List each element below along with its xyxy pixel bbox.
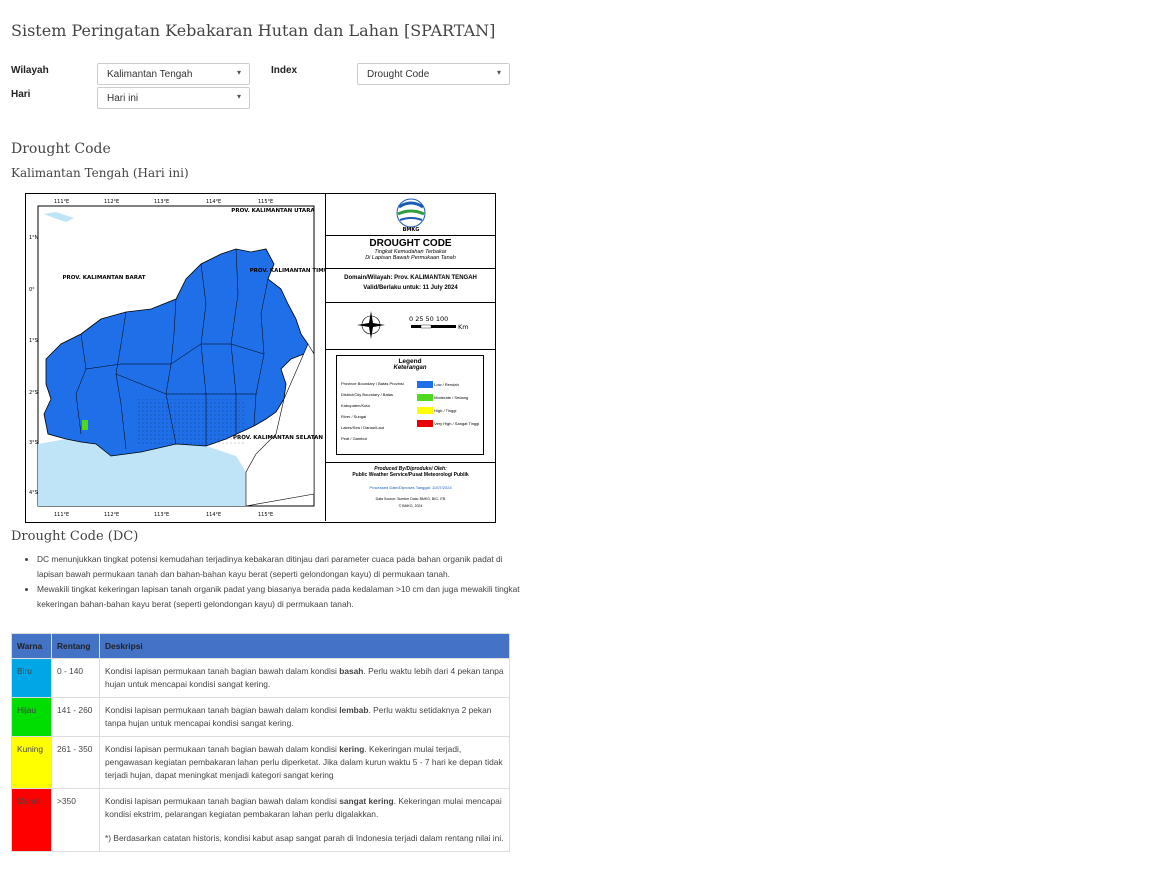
wilayah-select-value: Kalimantan Tengah: [107, 69, 193, 80]
compass-icon: [357, 311, 385, 339]
dc-bullet-list: [23, 552, 523, 612]
map-title-panel: [326, 236, 495, 269]
map-title: DROUGHT CODE: [369, 238, 452, 249]
legend-swatch: [417, 407, 433, 414]
dc-heading: Drought Code (DC): [11, 529, 139, 544]
column-header: Warna: [12, 634, 52, 659]
table-header-row: [12, 634, 510, 659]
hari-select-value: Hari ini: [107, 93, 139, 104]
bmkg-logo-icon: [391, 197, 431, 233]
tick-label: 114°E: [206, 512, 222, 518]
legend-item: Low / Rendah: [417, 378, 481, 391]
drought-code-map: [25, 193, 496, 523]
index-select-value: Drought Code: [367, 69, 430, 80]
tick-label: 115°E: [258, 512, 274, 518]
province-label: PROV. KALIMANTAN TIMUR: [249, 268, 325, 274]
map-legend-panel: [326, 350, 495, 463]
map-legend-column: [326, 194, 495, 521]
scale-unit: Km: [457, 323, 469, 331]
legend-swatch: [417, 394, 433, 401]
tick-label: 1°S: [29, 338, 38, 344]
color-cell: Kuning: [12, 737, 52, 789]
legend-swatch: [417, 381, 433, 388]
legend-item: District/City Boundary / Batas Kabupaten/Kota: [341, 392, 394, 408]
tick-label: 114°E: [206, 199, 222, 205]
map-scale-panel: [326, 303, 495, 350]
tick-label: 111°E: [54, 512, 70, 518]
produced-by: Produced By/Diproduksi Oleh:: [374, 466, 447, 472]
svg-text:BMKG: BMKG: [402, 227, 419, 233]
data-source: Data Source: Sumber Data: BMKG, BIG, ITB: [375, 497, 446, 501]
table-row: [12, 737, 510, 789]
processed-date: Processed Date/Diproses Tanggal: 11/07/2024: [369, 485, 452, 490]
map-frame: [26, 194, 326, 521]
color-cell: Hijau: [12, 698, 52, 737]
chevron-down-icon: ▾: [236, 92, 241, 101]
legend-item: High / Tinggi: [417, 404, 481, 417]
historical-note: *) Berdasarkan catatan historis, kondisi kabut asap sangat parah di Indonesia terjadi dalam rentang nilai ini.: [105, 833, 504, 843]
list-item: • DC menunjukkan tingkat potensi kemudahan terjadinya kebakaran ditinjau dari parameter cuaca pada bahan organik padat di lapisan bawah permukaan tanah dan bahan-bahan kayu berat (seperti gelondongan kayu) di permukaan tanah.: [37, 552, 523, 582]
dc-table: [11, 633, 510, 852]
hari-select[interactable]: [97, 87, 250, 109]
legend-right-items: [417, 378, 481, 430]
description-cell: Kondisi lapisan permukaan tanah bagian bawah dalam kondisi basah. Perlu waktu lebih dari 4 pekan tanpa hujan untuk mencapai kondisi sangat kering.: [100, 659, 510, 698]
province-label: PROV. KALIMANTAN UTARA: [231, 208, 315, 214]
scale-numbers: 0 25 50 100: [408, 315, 448, 323]
tick-label: 111°E: [54, 199, 70, 205]
producer: Public Weather Service/Pusat Meteorologi Publik: [352, 472, 469, 478]
tick-label: 3°S: [29, 440, 38, 446]
logo-panel: [326, 194, 495, 236]
legend-subtitle: Keterangan: [393, 365, 427, 371]
tick-label: 113°E: [154, 199, 170, 205]
tick-label: 0°: [29, 287, 35, 293]
legend-item: Province Boundary / Batas Provinsi: [341, 381, 404, 386]
range-cell: 261 - 350: [52, 737, 100, 789]
color-cell: Biru: [12, 659, 52, 698]
wilayah-select[interactable]: [97, 63, 250, 85]
chevron-down-icon: ▾: [496, 68, 501, 77]
left-ticks: [29, 235, 39, 496]
tick-label: 112°E: [104, 512, 120, 518]
index-label: Index: [271, 65, 298, 76]
legend-item: Lakes/Sea / Danau/Laut: [341, 425, 384, 430]
legend-item: Very High / Sangat Tinggi: [417, 417, 481, 430]
province-label: PROV. KALIMANTAN SELATAN: [232, 435, 324, 441]
map-domain: Domain/Wilayah: Prov. KALIMANTAN TENGAH: [344, 275, 477, 281]
tick-label: 115°E: [258, 199, 274, 205]
legend-left-items: [341, 378, 411, 444]
description-cell: Kondisi lapisan permukaan tanah bagian bawah dalam kondisi lembab. Perlu waktu setidaknya 2 pekan tanpa hujan untuk mencapai kondisi sangat kering.: [100, 698, 510, 737]
description-cell: Kondisi lapisan permukaan tanah bagian bawah dalam kondisi sangat kering. Kekeringan mulai mencapai kondisi ekstrim, pelarangan kegiatan pembakaran lahan perlu digalakkan. *) Berdasarkan catatan historis, kondisi kabut asap sangat parah di Indonesia terjadi dalam rentang nilai ini.: [100, 789, 510, 852]
column-header: Deskripsi: [100, 634, 510, 659]
map-credits-panel: [326, 463, 495, 521]
table-row: [12, 698, 510, 737]
legend-swatch: [417, 420, 433, 427]
peat-pattern: [136, 399, 246, 444]
section-subheading: Kalimantan Tengah (Hari ini): [11, 166, 189, 180]
wilayah-label: Wilayah: [11, 65, 49, 76]
range-cell: 0 - 140: [52, 659, 100, 698]
map-subtitle-1: Tingkat Kemudahan Terbakar: [374, 249, 447, 255]
chevron-down-icon: ▾: [236, 68, 241, 77]
map-subtitle-2: Di Lapisan Bawah Permukaan Tanah: [365, 255, 456, 261]
color-cell: Merah: [12, 789, 52, 852]
index-select[interactable]: [357, 63, 510, 85]
section-heading: Drought Code: [11, 141, 111, 157]
tick-label: 1°N: [29, 235, 39, 241]
legend-item: River / Sungai: [341, 414, 367, 419]
description-cell: Kondisi lapisan permukaan tanah bagian bawah dalam kondisi kering. Kekeringan mulai terjadi, pengawasan kegiatan pembakaran lahan perlu diperketat. Jika dalam kurun waktu 5 - 7 hari ke depan tidak terjadi hujan, dapat meningkat menjadi kategori sangat kering: [100, 737, 510, 789]
tick-label: 113°E: [154, 512, 170, 518]
copyright: © BMKG, 2024: [398, 504, 423, 508]
tick-label: 112°E: [104, 199, 120, 205]
legend-title: Legend: [398, 358, 422, 365]
list-item: • Mewakili tingkat kekeringan lapisan tanah organik padat yang biasanya berada pada kedalaman >10 cm dan juga mewakili tingkat kekeringan bahan-bahan kayu berat (seperti gelondongan kayu) di permukaan tanah.: [37, 582, 523, 612]
range-cell: >350: [52, 789, 100, 852]
moderate-area: [82, 420, 88, 430]
hari-label: Hari: [11, 89, 31, 100]
table-row: [12, 789, 510, 852]
map-graphic: [26, 194, 325, 521]
map-scale-graphic: [331, 303, 491, 347]
map-domain-panel: [326, 269, 495, 303]
range-cell: 141 - 260: [52, 698, 100, 737]
page-title: Sistem Peringatan Kebakaran Hutan dan Lahan [SPARTAN]: [11, 21, 496, 40]
legend-box: [336, 355, 484, 455]
column-header: Rentang: [52, 634, 100, 659]
province-label: PROV. KALIMANTAN BARAT: [62, 275, 146, 281]
legend-item: Moderate / Sedang: [417, 391, 481, 404]
tick-label: 2°S: [29, 390, 38, 396]
map-valid-date: Valid/Berlaku untuk: 11 July 2024: [363, 285, 458, 291]
table-row: [12, 659, 510, 698]
tick-label: 4°S: [29, 490, 38, 496]
legend-item: Peat / Gambut: [341, 436, 367, 441]
